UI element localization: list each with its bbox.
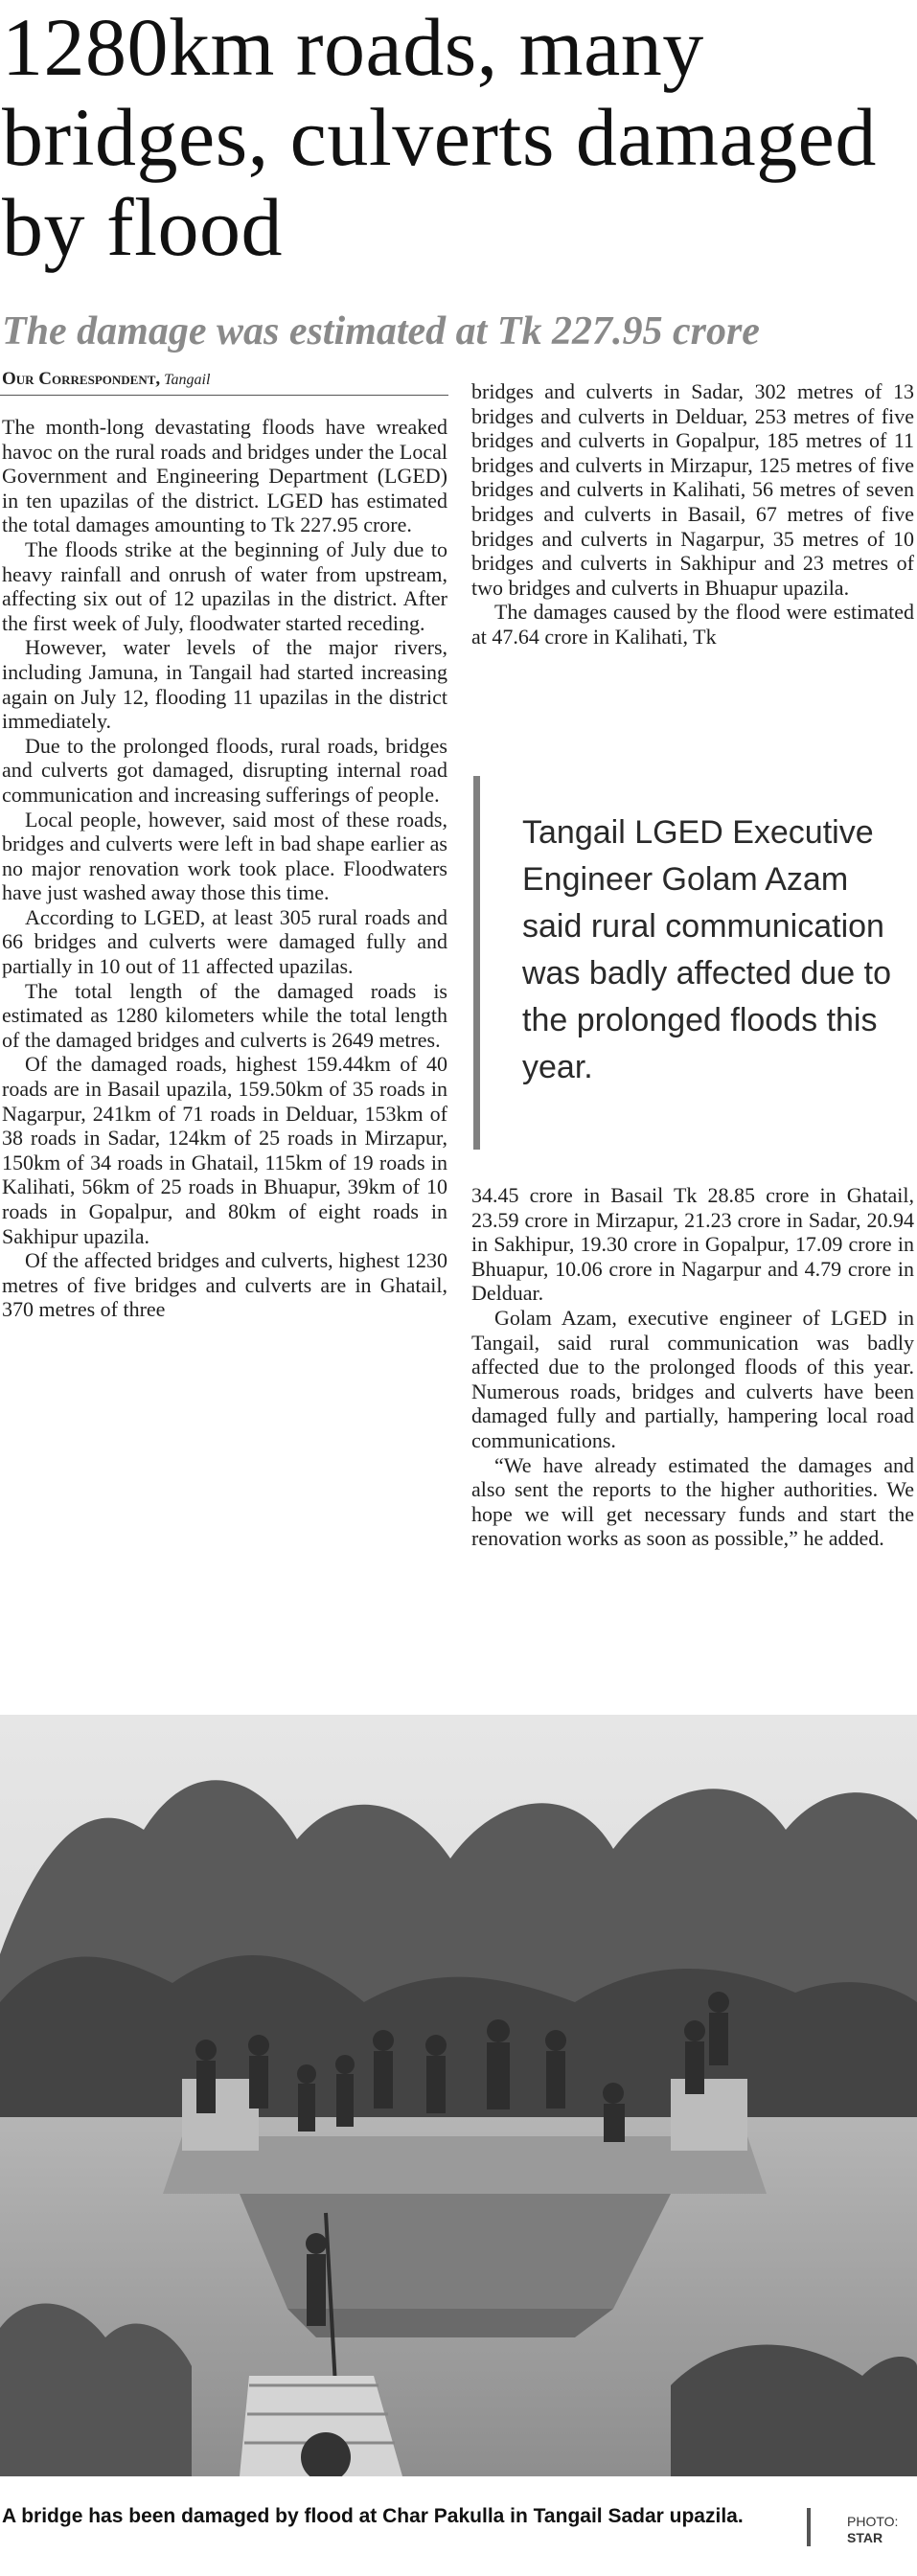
paragraph: Local people, however, said most of these roads, bridges and culverts were left in bad shape earlier as no major renovation work took place. Floodwaters have just washed away those this time. xyxy=(2,807,447,905)
paragraph: Of the damaged roads, highest 159.44km of 40 roads are in Basail upazila, 159.50km of 35 roads in Nagarpur, 241km of 71 roads in Delduar, 153km of 38 roads in Sadar, 124km of 25 roads in Mirzapur, 150km of 34 roads in Ghatail, 115km of 19 roads in Kalihati, 56km of 25 roads in Bhuapur, 39km of 10 roads in Gopalpur, and 80km of eight roads in Sakhipur upazila. xyxy=(2,1052,447,1248)
paragraph: The damages caused by the flood were estimated at 47.64 crore in Kalihati, Tk xyxy=(471,600,914,649)
paragraph: However, water levels of the major rivers, including Jamuna, in Tangail had started increasing again on July 12, flooding 11 upazilas in the district immediately. xyxy=(2,635,447,734)
pull-quote-text: Tangail LGED Executive Engineer Golam Azam said rural communication was badly affected due to the prolonged floods this year. xyxy=(522,814,891,1085)
photo-credit xyxy=(847,2514,898,2546)
headline: 1280km roads, many bridges, culverts damaged by flood xyxy=(2,1,877,273)
byline-rule xyxy=(0,395,448,396)
byline-name: Our Correspondent, xyxy=(2,369,161,389)
photo-credit-label: PHOTO: xyxy=(847,2514,899,2529)
body-column-left xyxy=(2,415,447,1684)
paragraph: bridges and culverts in Sadar, 302 metres of 13 bridges and culverts in Delduar, 253 metres of five bridges and culverts in Gopalpur, 185 metres of 11 bridges and culverts in Mirzapur, 125 metres of five bridges and culverts in Kalihati, 56 metres of seven bridges and culverts in Basail, 67 metres of five bridges and culverts in Nagarpur, 35 metres of 10 bridges and culverts in Sakhipur and 23 metres of two bridges and culverts in Bhuapur upazila. xyxy=(471,379,914,600)
paragraph: The month-long devastating floods have wreaked havoc on the rural roads and bridges under the Local Government and Engineering Department (LGED) in ten upazilas of the district. LGED has estimated the total damages amounting to Tk 227.95 crore. xyxy=(2,415,447,537)
paragraph: The total length of the damaged roads is estimated as 1280 kilometers while the total length of the damaged bridges and culverts is 2649 metres. xyxy=(2,978,447,1052)
paragraph: The floods strike at the beginning of July due to heavy rainfall and onrush of water from upstream, affecting six out of 12 upazilas in the district. After the first week of July, floodwater started receding. xyxy=(2,536,447,635)
paragraph: Due to the prolonged floods, rural roads, bridges and culverts got damaged, disrupting internal road communication and increasing sufferings of people. xyxy=(2,733,447,807)
body-column-right-bottom xyxy=(471,1183,914,1691)
caption-divider xyxy=(807,2508,811,2546)
body-column-right-top xyxy=(471,379,914,755)
byline xyxy=(2,370,210,390)
photo-illustration xyxy=(0,1715,917,2476)
pull-quote xyxy=(473,776,911,1150)
paragraph: “We have already estimated the damages and also sent the reports to the higher authorities. We hope we will get necessary funds and start the renovation works as soon as possible,” he added. xyxy=(471,1452,914,1551)
paragraph: Golam Azam, executive engineer of LGED in Tangail, said rural communication was badly affected due to the prolonged floods of this year. Numerous roads, bridges and culverts have been damaged fully and partially, hampering local road communications. xyxy=(471,1305,914,1452)
paragraph: According to LGED, at least 305 rural roads and 66 bridges and culverts were damaged fully and partially in 10 out of 11 affected upazilas. xyxy=(2,904,447,979)
paragraph: 34.45 crore in Basail Tk 28.85 crore in Ghatail, 23.59 crore in Mirzapur, 21.23 crore in Sadar, 20.94 in Sakhipur, 19.30 crore in Gopalpur, 17.09 crore in Bhuapur, 10.06 crore in Nagarpur and 4.79 crore in Delduar. xyxy=(471,1183,914,1306)
photo-credit-source: STAR xyxy=(847,2530,883,2545)
flood-bridge-photo xyxy=(0,1715,917,2476)
subheadline: The damage was estimated at Tk 227.95 crore xyxy=(2,309,760,353)
paragraph: Of the affected bridges and culverts, highest 1230 metres of five bridges and culverts are in Ghatail, 370 metres of three xyxy=(2,1248,447,1322)
byline-place: Tangail xyxy=(164,372,211,388)
photo-caption: A bridge has been damaged by flood at Char Pakulla in Tangail Sadar upazila. xyxy=(2,2505,744,2527)
